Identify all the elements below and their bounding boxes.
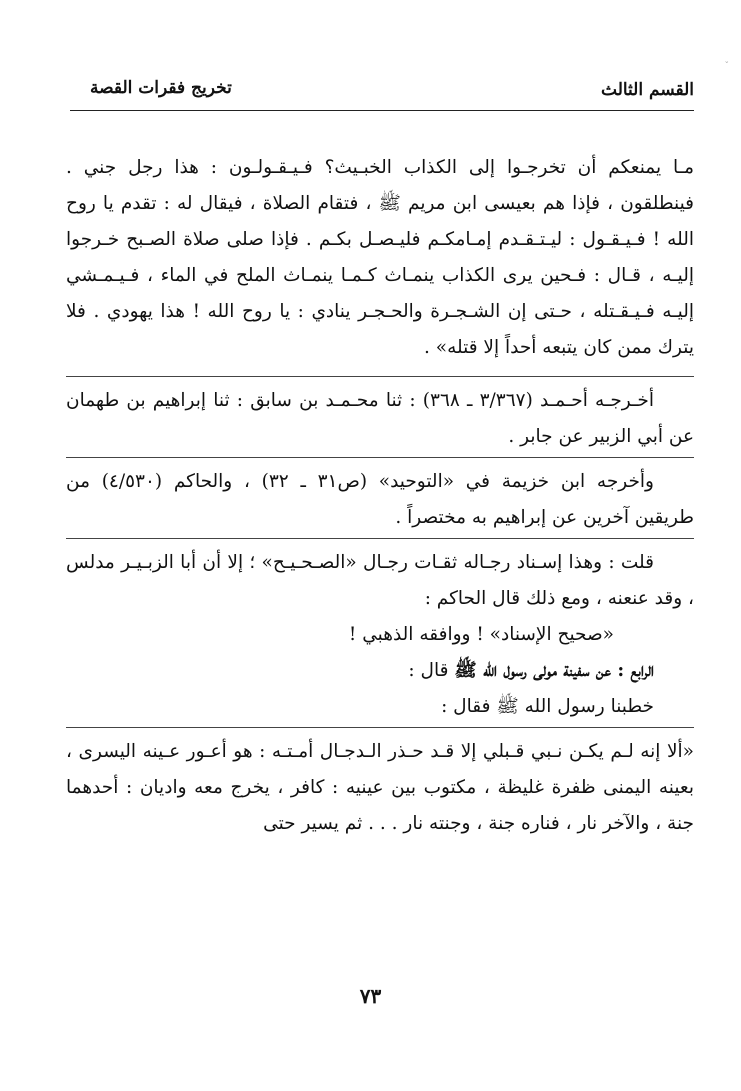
header-title: تخريج فقرات القصة <box>90 78 232 98</box>
body-text <box>66 150 694 842</box>
fourth-heading: الرابع : عن سفينة مولى رسول الله ﷺ <box>454 660 654 681</box>
separator-2 <box>66 457 694 458</box>
paragraph-7: خطبنا رسول الله ﷺ فقال : <box>441 696 654 717</box>
separator-1 <box>66 376 694 377</box>
paragraph-4: قلت : وهذا إسـناد رجـاله ثقـات رجـال «الصـحـيـح» ؛ إلا أن أبا الزبـيـر مدلس ، وقد عنعنه ، ومع ذلك قال الحاكم : <box>66 552 694 609</box>
paragraph-8: «ألا إنه لـم يكـن نـبي قـبلي إلا قـد حـذر الـدجـال أمـتـه : هو أعـور عـينه اليسرى ، بعينه اليمنى ظفرة غليظة ، مكتوب بين عينيه : كافر ، يخرج معه واديان : أحدهما جنة ، والآخر نار ، فناره جنة ، وجنته نار . . . ثم يسير حتى <box>66 741 694 834</box>
paragraph-5: «صحيح الإسناد» ! ووافقه الذهبي ! <box>348 624 614 645</box>
separator-4 <box>66 727 694 728</box>
page-number: ٧٣ <box>359 984 382 1008</box>
page-header <box>70 74 694 111</box>
quote-continuation <box>66 150 694 374</box>
header-section: القسم الثالث <box>601 80 694 100</box>
fourth-heading-tail: قال : <box>408 660 449 681</box>
paragraph-2: أخـرجـه أحـمـد (٣/٣٦٧ ـ ٣٦٨) : ثنا محـمـد بن سابق : ثنا إبراهيم بن طهمان عن أبي الزبير عن جابر . <box>66 390 694 447</box>
paragraph-6 <box>66 653 694 689</box>
margin-mark: ˇ <box>724 62 729 72</box>
separator-3 <box>66 538 694 539</box>
paragraph-1: مـا يمنعكم أن تخرجـوا إلى الكذاب الخبـيث؟ فـيـقـولـون : هذا رجل جني . فينطلقون ، فإذا هم بعيسى ابن مريم ﷺ ، فتقام الصلاة ، فيقال له : تقدم يا روح الله ! فـيـقـول : ليـتـقـدم إمـامكـم فليـصـل بكـم . فإذا صلى صلاة الصـبح خـرجوا إليـه ، قـال : فـحين يرى الكذاب ينمـاث كـمـا ينمـاث الملح في الماء ، فـيـمـشي إليـه فـيـقـتله ، حـتى إن الشـجـرة والحـجـر ينادي : يا روح الله ! هذا يهودي . فلا يترك ممن كان يتبعه أحداً إلا قتله» . <box>66 157 694 358</box>
paragraph-3: وأخرجه ابن خزيمة في «التوحيد» (ص٣١ ـ ٣٢) ، والحاكم (٤/٥٣٠) من طريقين آخرين عن إبراهيم به مختصراً . <box>66 471 694 528</box>
